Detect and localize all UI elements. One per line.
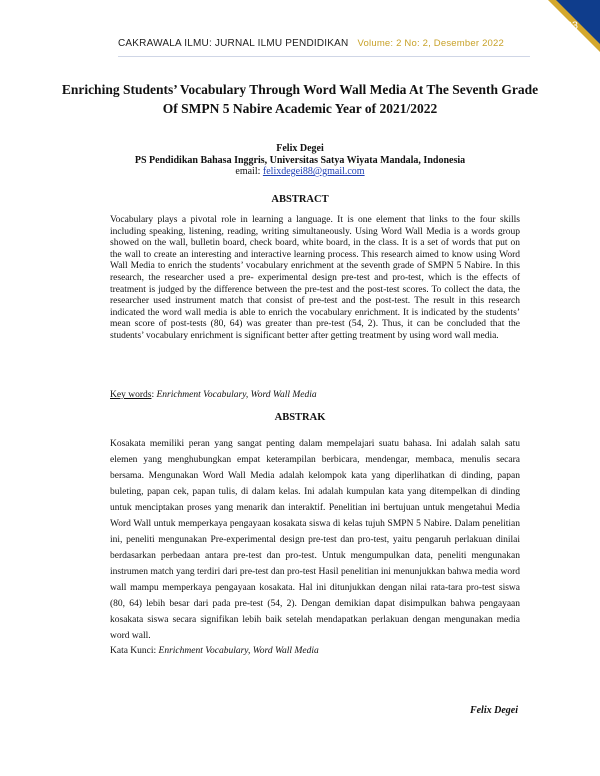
keywords-label: Key words bbox=[110, 390, 152, 400]
page-number: 23 bbox=[565, 20, 578, 32]
corner-ribbon bbox=[536, 0, 600, 64]
footer-author: Felix Degei bbox=[469, 705, 518, 716]
kata-kunci-value: Enrichment Vocabulary, Word Wall Media bbox=[158, 646, 319, 656]
abstrak-heading: ABSTRAK bbox=[274, 412, 326, 423]
journal-name: CAKRAWALA ILMU: JURNAL ILMU PENDIDIKAN bbox=[118, 38, 349, 49]
running-header bbox=[118, 38, 504, 54]
email-label: email: bbox=[235, 166, 263, 177]
author-email-line bbox=[0, 166, 600, 177]
abstract-text: Vocabulary plays a pivotal role in learning a language. It is one element that links to the four skills including speaking, listening, reading, writing simultaneously. Using Word Wall Media is a words group showed on the wall, bulletin board, check board, white board, in the class. It is a set of words that put on the wall to create an interesting and interactive learning process. This research aimed to know using Word Wall Media to enrich the students’ vocabulary enrichment at the seventh grade of SMPN 5 Nabire. In this research, the researcher used a pre- experimental design pre-test and pro-test, which is the effects of treatment is judged by the difference between the pre-test and the post-test scores. To collect the data, the researcher used instrument match that consist of pre-test and the post-test. The result in this research indicated the word wall media is able to enrich the vocabulary enrichment. It is indicated by the students’ mean score of post-tests (80, 64) was greater than pre-test (54, 2). Thus, it can be concluded that the students’ vocabulary enrichment is significant better after getting treatment by using word wall media. bbox=[110, 215, 520, 341]
abstrak-text: Kosakata memiliki peran yang sangat penting dalam mempelajari suatu bahasa. Ini adalah salah satu elemen yang menghubungkan empat keterampilan berbicara, mendengar, membaca, menulis secara bersama. Mengunakan Word Wall Media adalah kelompok kata yang diperlihatkan di dinding, papan buleting, papan cek, papan tulis, di dalam kelas. Ini adalah kumpulan kata yang ditempelkan di dinding untuk menciptakan proses yang menarik dan interaktif. Penelitian ini bertujuan untuk mengetahui Media Word Wall untuk memperkaya pengayaan kosakata siswa di kelas tujuh SMPN 5 Nabire. Dalam penelitian ini, peneliti mengunakan Pre-experimental design pre-test dan pro-test, yaitu pengaruh perlakuan dinilai berdasarkan perbedaan antara pre-test dan pro-test. Untuk mengumpulkan data, peneliti mengunakan instrumen match yang terdiri dari pre-test dan pro-test Hasil penelitian ini menunjukkan bahwa media word wall mampu memperkaya pengayaan kosakata. Hal ini ditunjukkan dengan nilai rata-tara pro-test siswa (80, 64) lebih besar dari pada pre-test (54, 2). Dengan demikian dapat disimpulkan bahwa pengayaan kosakata siswa secara signifikan lebih baik setelah mendapatkan perlakuan dengan mengunakan media word wall. bbox=[110, 439, 520, 641]
abstract-heading: ABSTRACT bbox=[271, 194, 329, 205]
keywords-value: Enrichment Vocabulary, Word Wall Media bbox=[156, 390, 317, 400]
email-link[interactable]: felixdegei88@gmail.com bbox=[262, 166, 365, 177]
author-affiliation: PS Pendidikan Bahasa Inggris, Universitas Satya Wiyata Mandala, Indonesia bbox=[134, 155, 466, 166]
volume-info: Volume: 2 No: 2, Desember 2022 bbox=[357, 38, 504, 49]
header-divider bbox=[118, 56, 530, 57]
kata-kunci-label: Kata Kunci: bbox=[110, 646, 159, 656]
author-name: Felix Degei bbox=[276, 143, 324, 154]
paper-title: Enriching Students’ Vocabulary Through Word Wall Media At The Seventh Grade Of SMPN 5 Nabire Academic Year of 2021/2022 bbox=[61, 82, 539, 116]
keywords-line: Key words: Enrichment Vocabulary, Word Wall Media bbox=[110, 390, 317, 400]
kata-kunci-line bbox=[110, 646, 520, 656]
